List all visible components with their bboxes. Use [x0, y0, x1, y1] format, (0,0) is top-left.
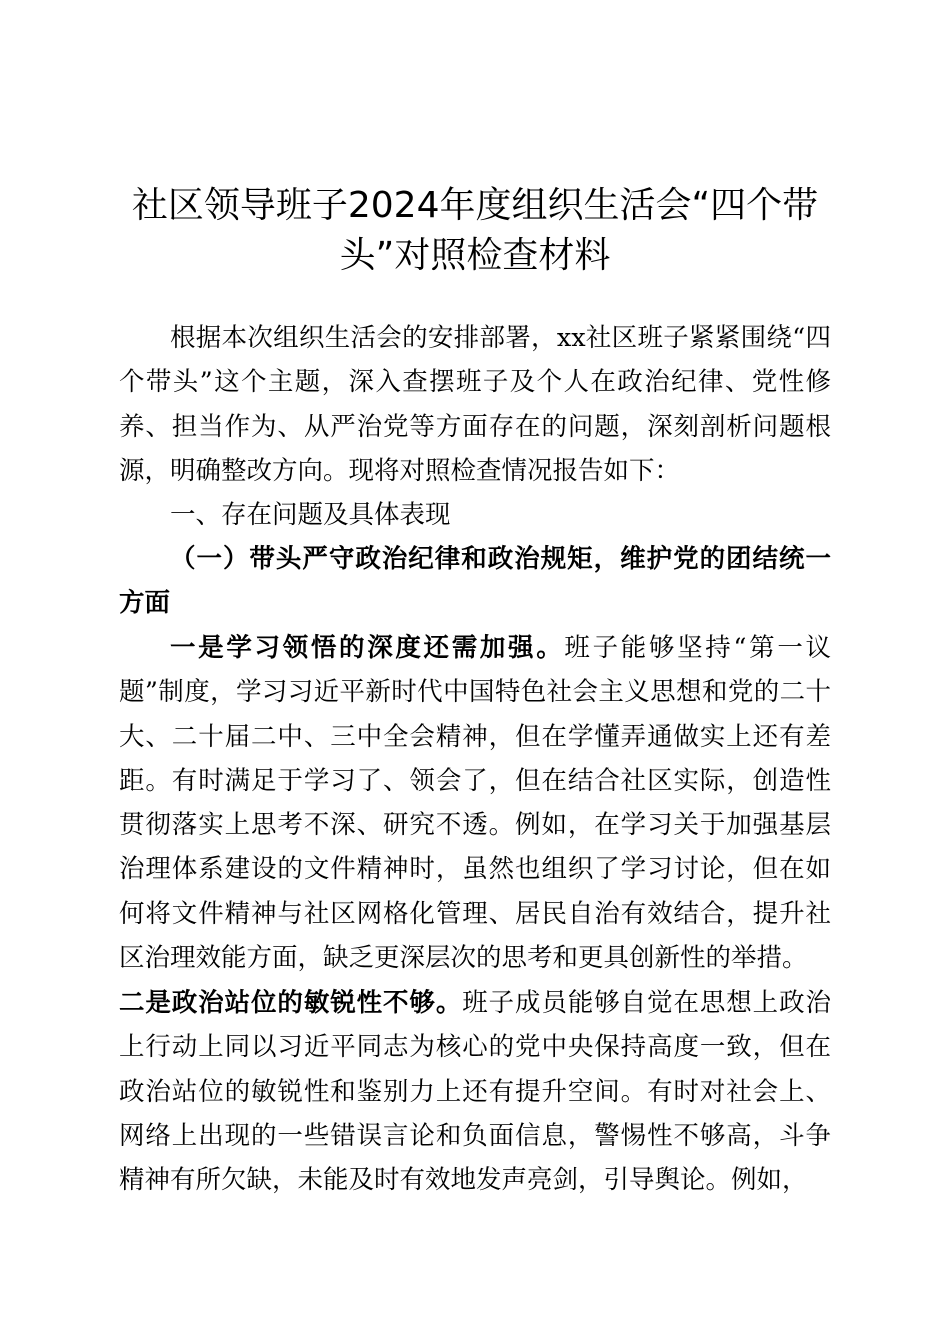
point-2-text: 班子成员能够自觉在思想上政治上行动上同以习近平同志为核心的党中央保持高度一致，但在政治站位的敏锐性和鉴别力上还有提升空间。有时对社会上、网络上出现的一些错误言论和负面信息，警惕性不够高，斗争精神有所欠缺，未能及时有效地发声亮剑，引导舆论。例如， — [119, 988, 831, 1196]
intro-paragraph: 根据本次组织生活会的安排部署，xx社区班子紧紧围绕“四个带头”这个主题，深入查摆班子及个人在政治纪律、党性修养、担当作为、从严治党等方面存在的问题，深刻剖析问题根源，明确整改方向。现将对照检查情况报告如下： — [119, 323, 831, 486]
paragraph-point-1 — [119, 626, 831, 980]
section-heading-problems: 一、存在问题及具体表现 — [170, 500, 451, 530]
paragraph-point-2 — [119, 981, 831, 1202]
point-1-lead: 一是学习领悟的深度还需加强。 — [170, 633, 565, 663]
point-2-lead: 二是政治站位的敏锐性不够。 — [119, 988, 463, 1018]
document-title: 社区领导班子2024年度组织生活会“四个带头”对照检查材料 — [131, 185, 819, 276]
subsection-heading-political-discipline: （一）带头严守政治纪律和政治规矩，维护党的团结统一方面 — [119, 544, 831, 619]
point-1-text: 班子能够坚持“第一议题”制度，学习习近平新时代中国特色社会主义思想和党的二十大、二十届二中、三中全会精神，但在学懂弄通做实上还有差距。有时满足于学习了、领会了，但在结合社区实际，创造性贯彻落实上思考不深、研究不透。例如，在学习关于加强基层治理体系建设的文件精神时，虽然也组织了学习讨论，但在如何将文件精神与社区网格化管理、居民自治有效结合，提升社区治理效能方面，缺乏更深层次的思考和更具创新性的举措。 — [119, 633, 831, 974]
